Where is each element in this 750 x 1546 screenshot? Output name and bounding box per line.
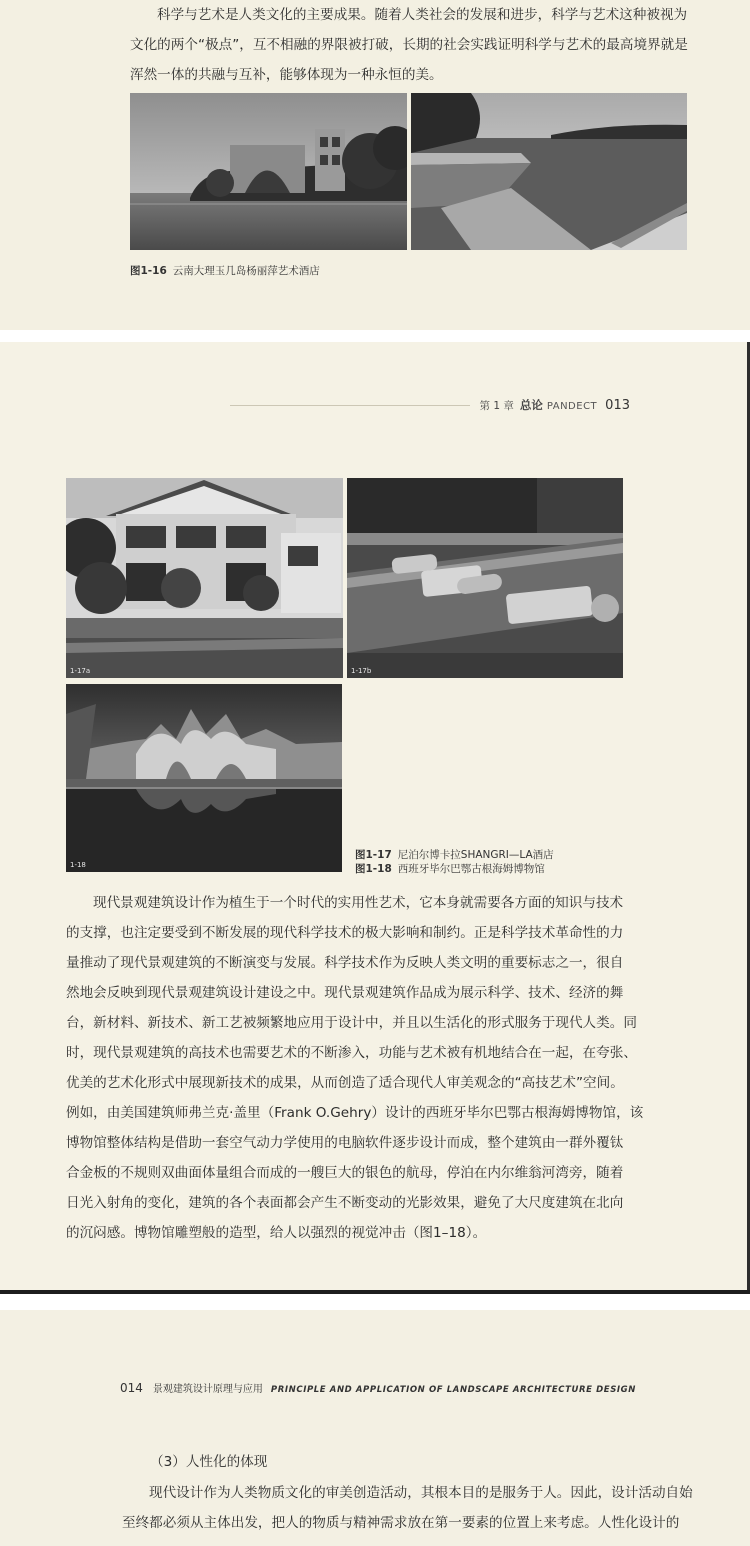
paragraph-line: 现代景观建筑设计作为植生于一个时代的实用性艺术，它本身就需要各方面的知识与技术 bbox=[93, 895, 624, 911]
page-divider bbox=[0, 330, 750, 342]
page-top bbox=[0, 0, 750, 330]
page-014 bbox=[0, 1310, 750, 1546]
photo-1-17b-terrace-seating bbox=[347, 478, 623, 678]
paragraph-line: 现代设计作为人类物质文化的审美创造活动，其根本目的是服务于人。因此，设计活动自始 bbox=[149, 1485, 693, 1501]
chapter-title: 总论 bbox=[519, 398, 543, 412]
paragraph-line: 量推动了现代景观建筑的不断演变与发展。科学技术作为反映人类文明的重要标志之一，很自 bbox=[66, 955, 624, 971]
paragraph-line: 然地会反映到现代景观建筑设计建设之中。现代景观建筑作品成为展示科学、技术、经济的舞 bbox=[66, 985, 624, 1001]
figure-label: 图1-16 bbox=[130, 265, 167, 277]
figure-caption-1-16 bbox=[130, 263, 320, 278]
book-title-en: PRINCIPLE AND APPLICATION OF LANDSCAPE ARCHITECTURE DESIGN bbox=[270, 1385, 636, 1395]
photo-lake-terrace bbox=[411, 93, 687, 250]
paragraph-line: 优美的艺术化形式中展现新技术的成果，从而创造了适合现代人审美观念的“高技艺术”空间。 bbox=[66, 1075, 624, 1091]
figure-label: 图1-17 bbox=[355, 849, 392, 861]
paragraph-line: 的沉闷感。博物馆雕塑般的造型，给人以强烈的视觉冲击（图1–18）。 bbox=[66, 1225, 487, 1241]
paragraph-line: 合金板的不规则双曲面体量组合而成的一艘巨大的银色的航母，停泊在内尔维翁河湾旁，随着 bbox=[66, 1165, 624, 1181]
paragraph-line: 例如，由美国建筑师弗兰克·盖里（Frank O.Gehry）设计的西班牙毕尔巴鄂古根海姆博物馆，该 bbox=[66, 1105, 644, 1121]
figure-caption-1-17 bbox=[355, 847, 554, 862]
paragraph-line: 文化的两个“极点”，互不相融的界限被打破，长期的社会实践证明科学与艺术的最高境界就是 bbox=[130, 37, 688, 53]
page-number: 014 bbox=[120, 1381, 143, 1395]
header-rule bbox=[230, 405, 470, 406]
figure-label: 图1-18 bbox=[355, 863, 392, 875]
figure-text: 云南大理玉几岛杨丽萍艺术酒店 bbox=[172, 265, 320, 277]
figure-caption-1-18 bbox=[355, 861, 545, 876]
paragraph-line: 至终都必须从主体出发，把人的物质与精神需求放在第一要素的位置上来考虑。人性化设计的 bbox=[122, 1515, 680, 1531]
paragraph-line: 台，新材料、新技术、新工艺被频繁地应用于设计中，并且以生活化的形式服务于现代人类。同 bbox=[66, 1015, 637, 1031]
paragraph-line: 时，现代景观建筑的高技术也需要艺术的不断渗入，功能与艺术被有机地结合在一起，在夸张、 bbox=[66, 1045, 637, 1061]
running-header bbox=[479, 397, 630, 413]
photo-1-18-guggenheim bbox=[66, 684, 342, 872]
photo-island-hotel bbox=[130, 93, 407, 250]
body-paragraph bbox=[66, 888, 643, 1248]
paragraph-line: 的支撑，也注定要受到不断发展的现代科学技术的极大影响和制约。正是科学技术革命性的力 bbox=[66, 925, 624, 941]
section-subheading: （3）人性化的体现 bbox=[150, 1454, 268, 1470]
book-title: 景观建筑设计原理与应用 bbox=[152, 1384, 263, 1395]
figure-text: 尼泊尔博卡拉SHANGRI—LA酒店 bbox=[397, 849, 554, 861]
running-header-left bbox=[120, 1380, 636, 1395]
photo-tag: 1-17b bbox=[351, 667, 372, 675]
paragraph-line: 科学与艺术是人类文化的主要成果。随着人类社会的发展和进步，科学与艺术这种被视为 bbox=[157, 7, 688, 23]
chapter-title-en: PANDECT bbox=[546, 401, 598, 412]
figure-text: 西班牙毕尔巴鄂古根海姆博物馆 bbox=[397, 863, 545, 875]
intro-paragraph bbox=[130, 0, 688, 90]
photo-tag: 1-17a bbox=[70, 667, 91, 675]
photo-1-17a-hotel-house bbox=[66, 478, 343, 678]
chapter-label: 第 1 章 bbox=[479, 400, 514, 412]
photo-tag: 1-18 bbox=[70, 861, 86, 869]
page-divider bbox=[0, 1290, 750, 1310]
page-013 bbox=[0, 342, 750, 1290]
paragraph-line: 日光入射角的变化，建筑的各个表面都会产生不断变动的光影效果，避免了大尺度建筑在北向 bbox=[66, 1195, 624, 1211]
paragraph-line: 博物馆整体结构是借助一套空气动力学使用的电脑软件逐步设计而成，整个建筑由一群外覆钛 bbox=[66, 1135, 624, 1151]
page-number: 013 bbox=[605, 398, 630, 413]
paragraph-line: 浑然一体的共融与互补，能够体现为一种永恒的美。 bbox=[130, 67, 443, 83]
body-paragraph bbox=[122, 1478, 693, 1538]
